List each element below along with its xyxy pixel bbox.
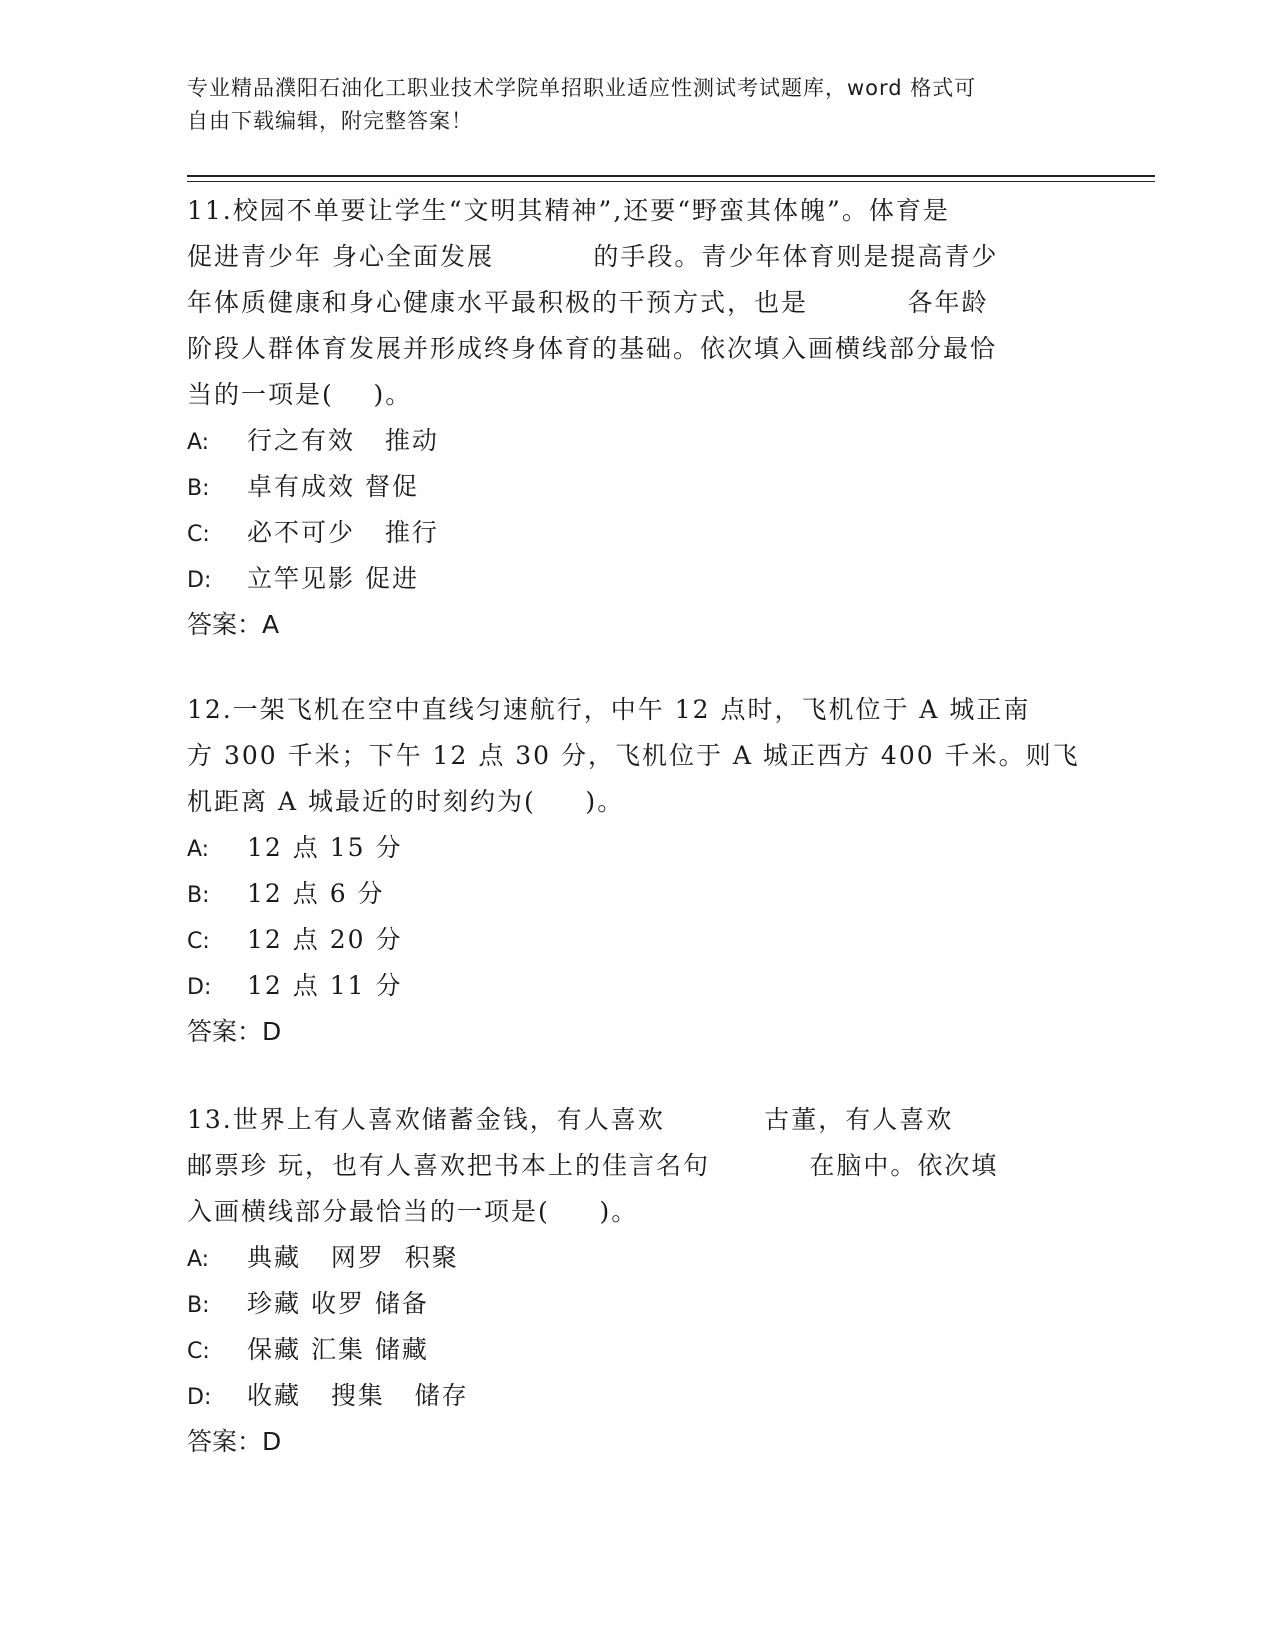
question-stem-line: 促进青少年 身心全面发展 的手段。青少年体育则是提高青少 [187,242,999,271]
question-11 [187,188,1087,648]
option-text: 珍藏 收罗 储备 [247,1289,429,1318]
option-text: 12 点 11 分 [247,971,403,1000]
header-line-1: 专业精品濮阳石油化工职业技术学院单招职业适应性测试考试题库，word 格式可 [187,76,977,100]
option-letter: C: [187,1339,210,1364]
document-header [187,72,1067,138]
option-b [187,871,1087,917]
option-d [187,556,1087,602]
question-stem-line: 11.校园不单要让学生“文明其精神”,还要“野蛮其体魄”。体育是 [187,196,950,225]
option-b [187,464,1087,510]
option-a [187,825,1087,871]
answer-line: 答案：D [187,1427,282,1456]
option-letter: B: [187,476,210,501]
question-stem-line: 邮票珍 玩，也有人喜欢把书本上的佳言名句 在脑中。依次填 [187,1151,999,1180]
option-letter: D: [187,568,212,593]
option-c [187,917,1087,963]
question-stem-line: 12.一架飞机在空中直线匀速航行，中午 12 点时，飞机位于 A 城正南 [187,695,1031,724]
answer-line: 答案：D [187,1017,282,1046]
option-text: 12 点 15 分 [247,833,403,862]
option-letter: B: [187,1293,210,1318]
option-text: 典藏 网罗 积聚 [247,1243,459,1272]
option-text: 收藏 搜集 储存 [247,1381,469,1410]
option-text: 必不可少 推行 [247,518,439,547]
answer-line: 答案：A [187,610,280,639]
option-d [187,1373,1087,1419]
question-12 [187,687,1087,1055]
option-letter: D: [187,975,212,1000]
option-letter: A: [187,430,210,455]
option-letter: D: [187,1385,212,1410]
option-d [187,963,1087,1009]
option-letter: A: [187,837,210,862]
option-a [187,418,1087,464]
option-text: 行之有效 推动 [247,426,439,455]
question-stem-line: 阶段人群体育发展并形成终身体育的基础。依次填入画横线部分最恰 [187,334,998,363]
option-text: 12 点 6 分 [247,879,385,908]
option-text: 立竿见影 促进 [247,564,419,593]
option-letter: C: [187,929,210,954]
option-letter: B: [187,883,210,908]
question-stem-line: 方 300 千米；下午 12 点 30 分，飞机位于 A 城正西方 400 千米。则飞 [187,741,1080,770]
question-stem-line: 当的一项是( )。 [187,380,413,409]
option-text: 保藏 汇集 储藏 [247,1335,429,1364]
option-c [187,510,1087,556]
question-stem-line: 13.世界上有人喜欢储蓄金钱，有人喜欢 古董，有人喜欢 [187,1105,954,1134]
option-c [187,1327,1087,1373]
option-a [187,1235,1087,1281]
header-divider-thin [187,181,1155,182]
option-letter: A: [187,1247,210,1272]
option-b [187,1281,1087,1327]
question-stem-line: 机距离 A 城最近的时刻约为( )。 [187,787,625,816]
question-stem-line: 入画横线部分最恰当的一项是( )。 [187,1197,639,1226]
option-letter: C: [187,522,210,547]
option-text: 12 点 20 分 [247,925,403,954]
question-13 [187,1097,1087,1465]
header-line-2: 自由下载编辑，附完整答案！ [187,109,473,133]
option-text: 卓有成效 督促 [247,472,419,501]
header-divider-thick [187,175,1155,177]
question-stem-line: 年体质健康和身心健康水平最积极的干预方式，也是 各年龄 [187,288,989,317]
